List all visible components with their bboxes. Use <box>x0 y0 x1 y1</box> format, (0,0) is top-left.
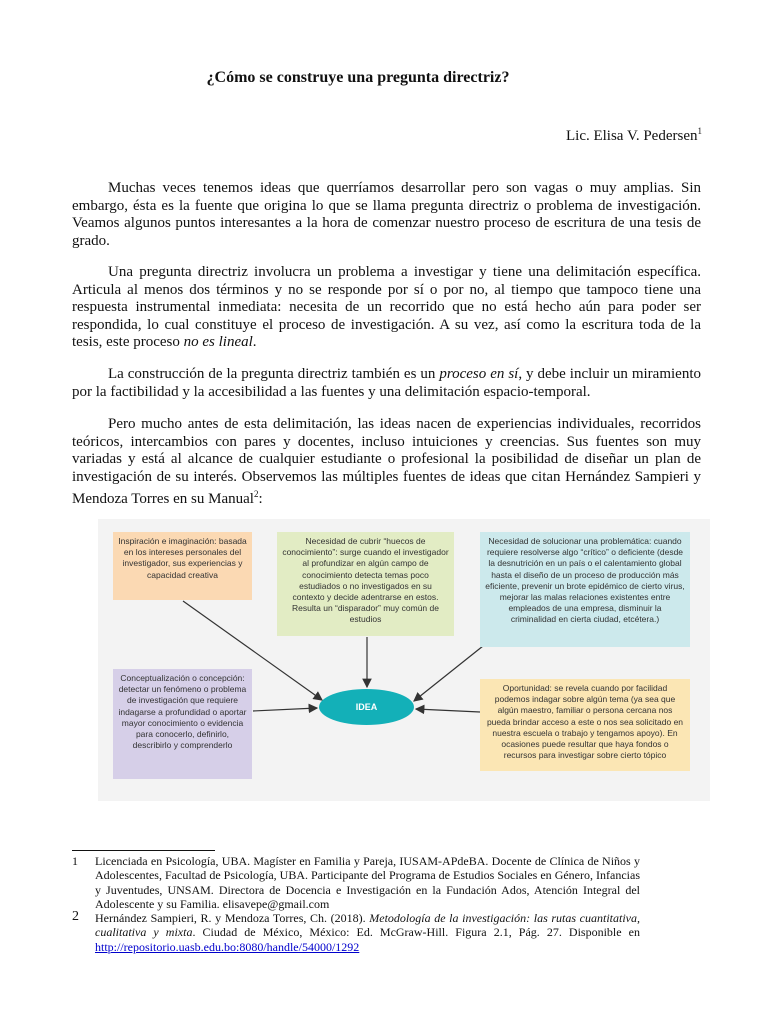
arrow-oportunidad <box>416 709 480 712</box>
source-box-inspiracion: Inspiración e imaginación: basada en los intereses personales del investigador, sus experiencias y capacidad creativa <box>113 532 252 600</box>
paragraph-1 <box>72 180 701 250</box>
paragraph-4-end: : <box>258 491 263 508</box>
source-box-conceptualizacion: Conceptualización o concepción: detectar un fenómeno o problema de investigación que requiere indagarse a profundidad o aportar mayor conocimiento o evidencia para conocerlo, definirlo, describirlo y comprenderlo <box>113 669 252 779</box>
paragraph-4-text: Pero mucho antes de esta delimitación, las ideas nacen de experiencias individuales, recorridos teóricos, intercambios con pares y docentes, incluso intuiciones y creencias. Sus fuentes son muy variadas y está al alcance de cualquier estudiante o profesional la posibilidad de diseñar un plan de investigación de su interés. Observemos las múltiples fuentes de ideas que citan Hernández Sampieri y Mendoza Torres en su Manual <box>72 416 701 508</box>
idea-node: IDEA <box>319 689 414 725</box>
footnote-2 <box>72 911 640 954</box>
paragraph-3-emphasis: proceso en sí <box>439 366 519 382</box>
paragraph-1-text: Muchas veces tenemos ideas que querríamos desarrollar pero son vagas o muy amplias. Sin embargo, ésta es la fuente que origina lo que se llama pregunta directriz o problema de investigación. Veamos algunos puntos interesantes a la hora de comenzar nuestro proceso de escritura de una tesis de grado. <box>72 180 701 249</box>
footnote-1-number: 1 <box>72 854 78 868</box>
arrow-conceptualizacion <box>253 708 317 711</box>
paragraph-3-end: , y debe incluir un miramiento por la factibilidad y la accesibilidad a las fuentes y una delimitación espacio-temporal. <box>72 366 701 400</box>
footnote-ref-1[interactable]: 1 <box>697 126 702 136</box>
paragraph-2-emphasis: no es lineal <box>183 334 253 351</box>
footnote-separator <box>72 850 215 851</box>
source-box-oportunidad: Oportunidad: se revela cuando por facilidad podemos indagar sobre algún tema (ya sea que algún maestro, familiar o persona cercana nos pueda brindar acceso a este o nos sea solicitado en nuestra escuela o trabajo y tengamos apoyo). En ocasiones puede resultar que haya fondos o recursos para investigar sobre cierto tópico <box>480 679 690 771</box>
document-title: ¿Cómo se construye una pregunta directriz? <box>206 69 510 86</box>
paragraph-3-text: La construcción de la pregunta directriz también es un <box>108 366 440 382</box>
footnote-1 <box>72 854 640 911</box>
arrow-problematica <box>414 646 483 701</box>
paragraph-2 <box>72 264 701 352</box>
repository-link[interactable]: http://repositorio.uasb.edu.bo:8080/handle/54000/1292 <box>95 939 360 954</box>
idea-sources-figure <box>98 519 710 801</box>
source-box-huecos: Necesidad de cubrir “huecos de conocimiento”: surge cuando el investigador al profundizar en algún campo de conocimiento detecta temas poco estudiados o no investigados en su contexto y decide adentrarse en estos. Resulta un “disparador” muy común de estudios <box>277 532 454 636</box>
footnote-2-text <box>95 911 640 954</box>
footnote-2-publisher: . Ciudad de México, México: Ed. McGraw-Hill. Figura 2.1, Pág. 27. Disponible en <box>192 925 640 940</box>
source-box-problematica: Necesidad de solucionar una problemática: cuando requiere resolverse algo “crítico” o deficiente (desde la desnutrición en un país o el calentamiento global hasta el diseño de un proceso de producción más eficiente, prevenir un brote epidémico de cierto virus, mejorar las malas relaciones existentes entre empleados de una empresa, disminuir la criminalidad en cierta ciudad, etcétera.) <box>480 532 690 647</box>
footnote-2-authors: Hernández Sampieri, R. y Mendoza Torres, Ch. (2018). <box>95 911 370 925</box>
footnote-2-book-title: Metodología de la investigación: las rutas cuantitativa, cualitativa y mixta <box>95 911 640 940</box>
paragraph-3 <box>72 366 701 401</box>
paragraph-2-text: Una pregunta directriz involucra un problema a investigar y tiene una delimitación específica. Articula al menos dos términos y no se responde por sí o por no, al tiempo que tampoco tiene una respuesta instrumental inmediata: necesita de un recorrido que no está hecho aún para poder ser respondida, lo cual constituye el proceso de investigación. A su vez, así como la escritura toda de la tesis, este proceso <box>72 264 701 351</box>
author-line <box>566 126 702 145</box>
author-name: Lic. Elisa V. Pedersen <box>565 128 698 144</box>
paragraph-4 <box>72 416 701 509</box>
footnote-ref-2[interactable]: 2 <box>253 489 259 500</box>
footnote-1-text: Licenciada en Psicología, UBA. Magíster en Familia y Pareja, IUSAM-APdeBA. Docente de Clínica de Niños y Adolescentes, Facultad de Psicología, UBA. Participante del Programa de Estudios Sociales en Género, Infancias y Juventudes, UNSAM. Directora de Docencia e Investigación en la Fundación Ados, Atención Integral del Adolescente y su Familia. elisavepe@gmail.com <box>95 854 640 911</box>
footnote-2-number: 2 <box>72 909 79 924</box>
paragraph-2-end: . <box>252 334 257 351</box>
